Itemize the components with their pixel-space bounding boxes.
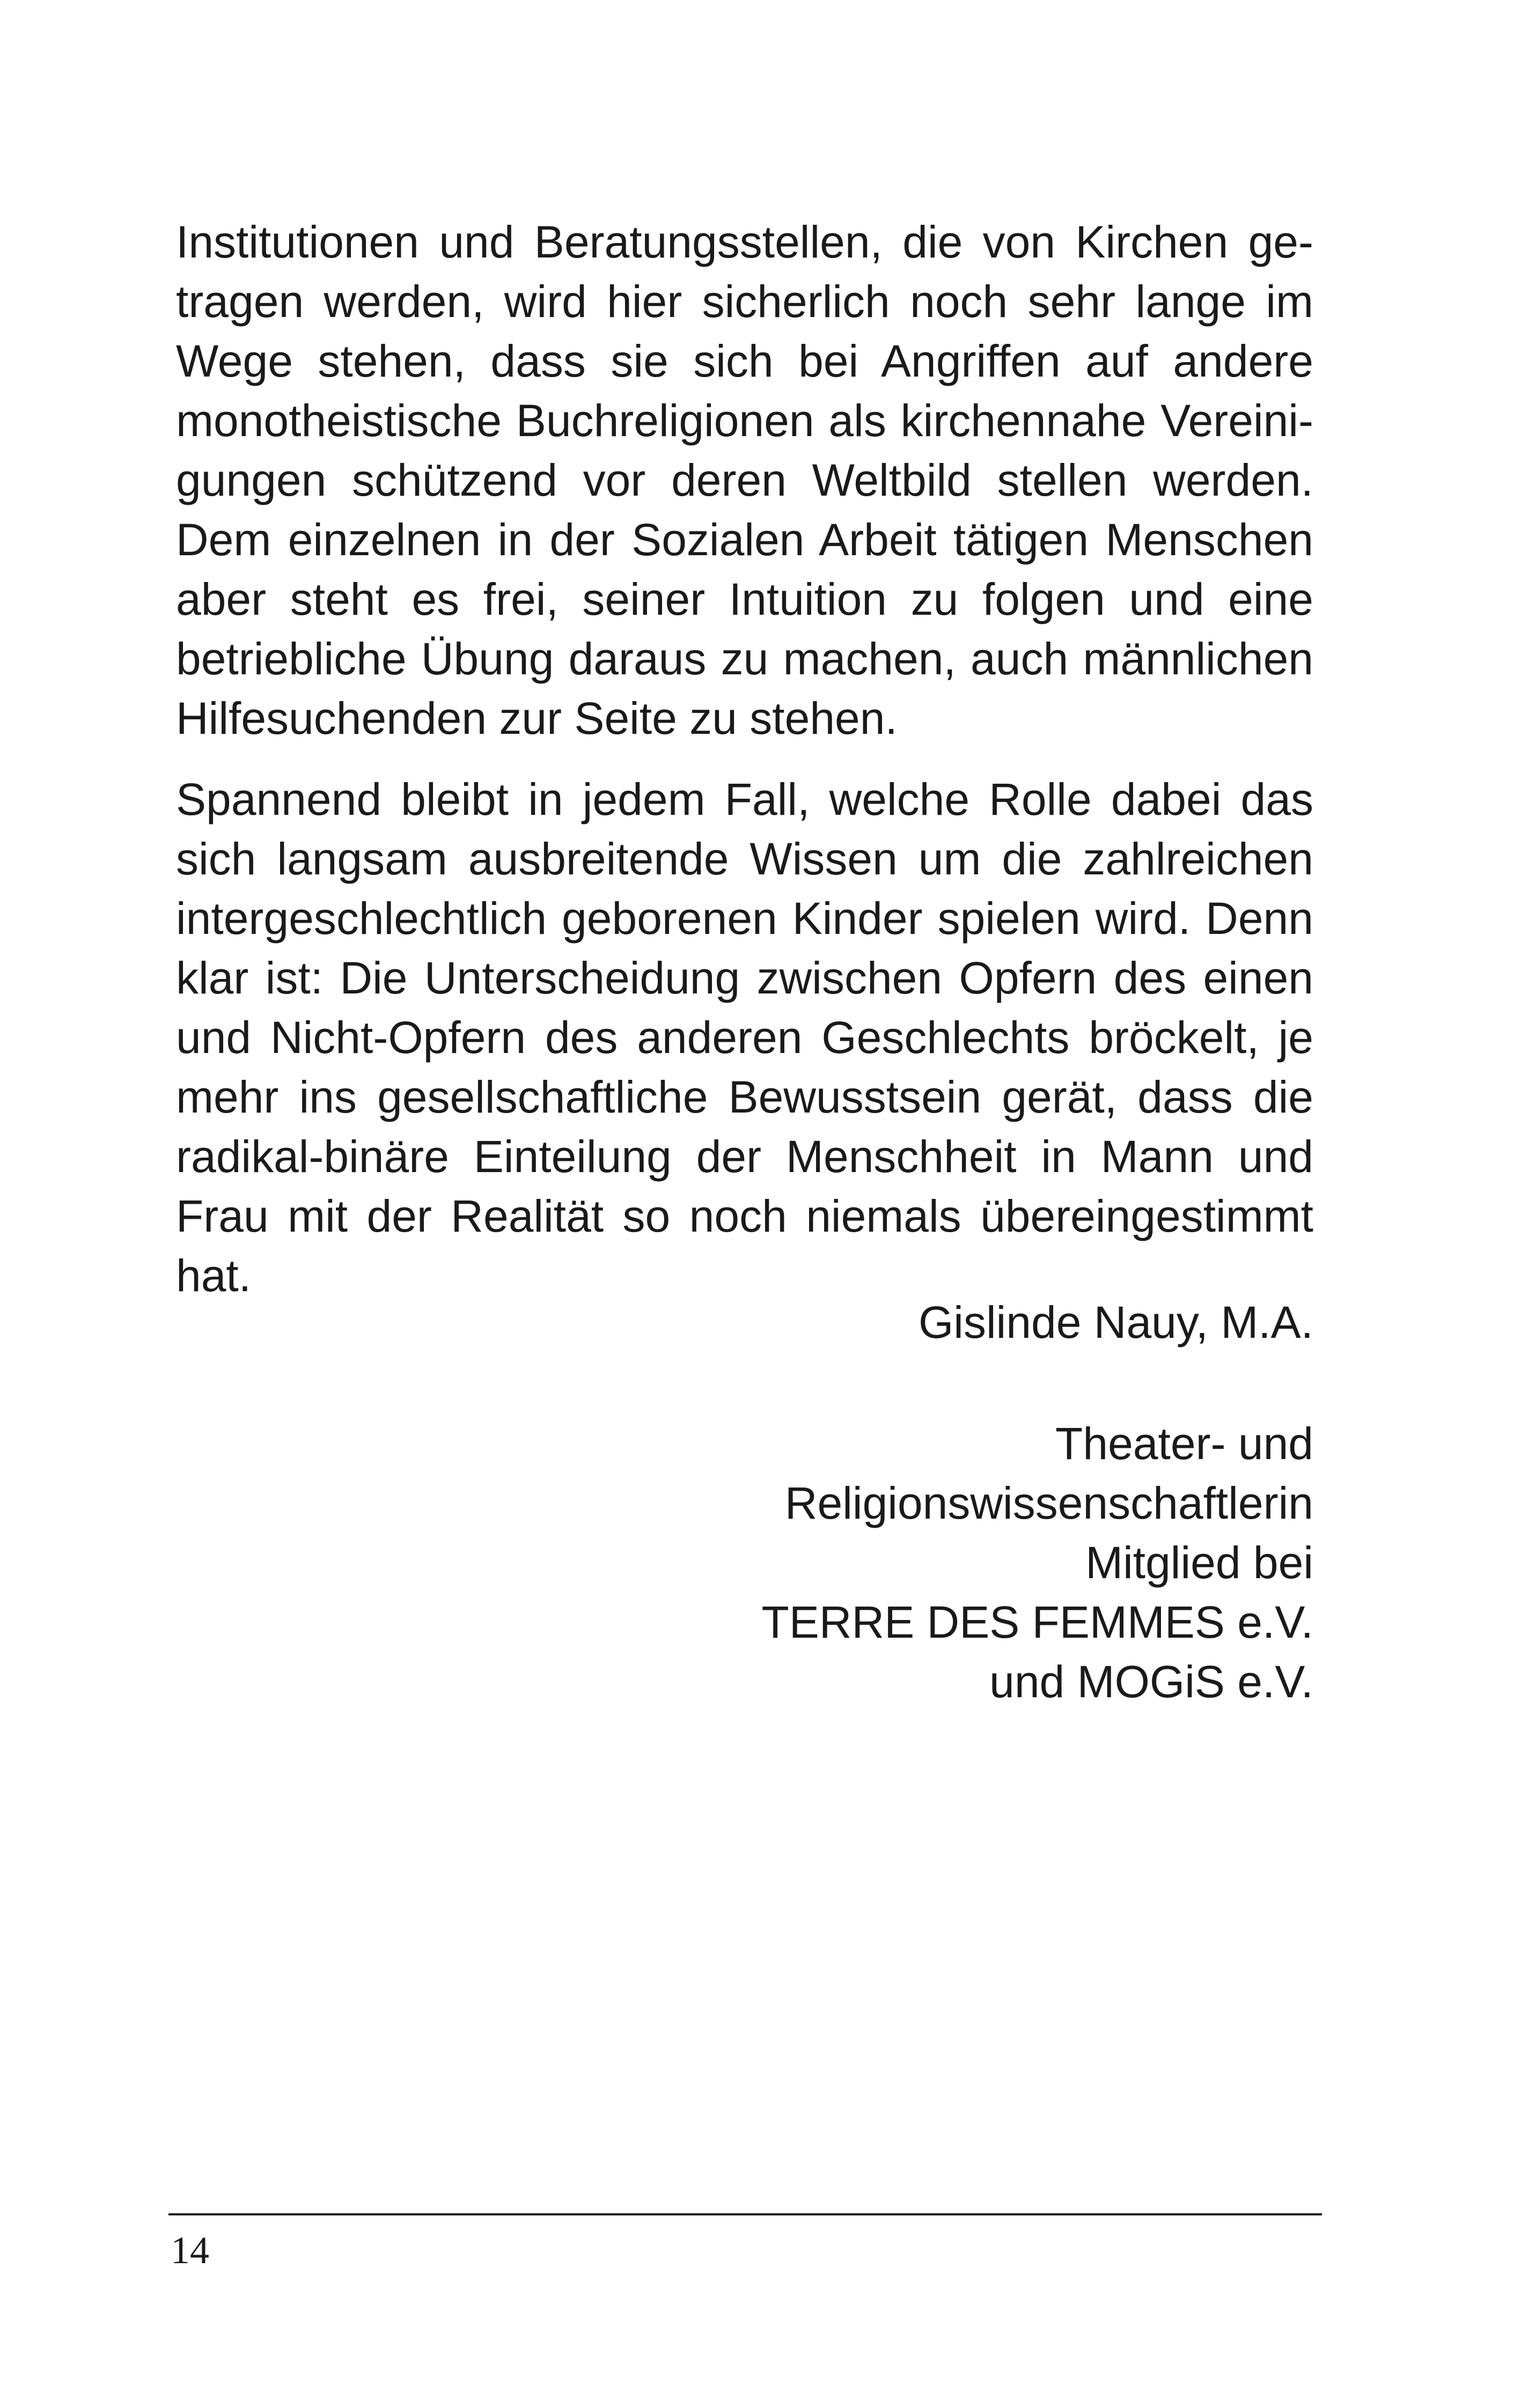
author-affiliation-line: Mitglied bei [1085,1537,1313,1588]
author-affiliation-line: und MOGiS e.V. [989,1656,1313,1707]
author-name: Gislinde Nauy, M.A. [918,1297,1313,1347]
paragraph-line: Institutionen und Beratungsstellen, die von Kirchen ge- [176,217,1313,267]
paragraph-line: mehr ins gesellschaftliche Bewusstsein gerät, dass die [176,1072,1313,1122]
paragraph-line: Wege stehen, dass sie sich bei Angriffen auf andere [176,336,1313,386]
author-affiliation-line: TERRE DES FEMMES e.V. [761,1597,1313,1647]
paragraph-line: hat. [176,1250,252,1301]
body-text [176,212,1313,1306]
author-affiliation-line: Religionswissenschaftlerin [784,1478,1313,1528]
paragraph-line: aber steht es frei, seiner Intuition zu folgen und eine [176,574,1313,624]
signature-spacer [762,1352,1313,1414]
paragraph-line: Frau mit der Realität so noch niemals übereingestimmt [176,1191,1313,1241]
paragraph-line: monotheistische Buchreligionen als kirchennahe Vereini- [176,395,1313,446]
paragraph-line: tragen werden, wird hier sicherlich noch sehr lange im [176,276,1313,327]
paragraph-1 [176,212,1313,748]
paragraph-line: betriebliche Übung daraus zu machen, auch männlichen [176,634,1313,684]
paragraph-line: radikal-binäre Einteilung der Menschheit in Mann und [176,1131,1313,1182]
paragraph-spacer [176,748,1313,770]
footer-divider [168,2213,1322,2215]
page-number: 14 [171,2229,209,2272]
paragraph-line: intergeschlechtlich geborenen Kinder spielen wird. Denn [176,893,1313,944]
paragraph-line: Dem einzelnen in der Sozialen Arbeit tätigen Menschen [176,514,1313,565]
paragraph-2 [176,770,1313,1306]
paragraph-line: sich langsam ausbreitende Wissen um die zahlreichen [176,834,1313,884]
paragraph-line: Spannend bleibt in jedem Fall, welche Rolle dabei das [176,774,1313,824]
author-affiliation-line: Theater- und [1055,1418,1313,1469]
paragraph-line: gungen schützend vor deren Weltbild stellen werden. [176,455,1313,505]
paragraph-line: Hilfesuchenden zur Seite zu stehen. [176,693,898,743]
paragraph-line: klar ist: Die Unterscheidung zwischen Opfern des einen [176,953,1313,1003]
author-signature [762,1293,1313,1712]
paragraph-line: und Nicht-Opfern des anderen Geschlechts bröckelt, je [176,1012,1313,1063]
